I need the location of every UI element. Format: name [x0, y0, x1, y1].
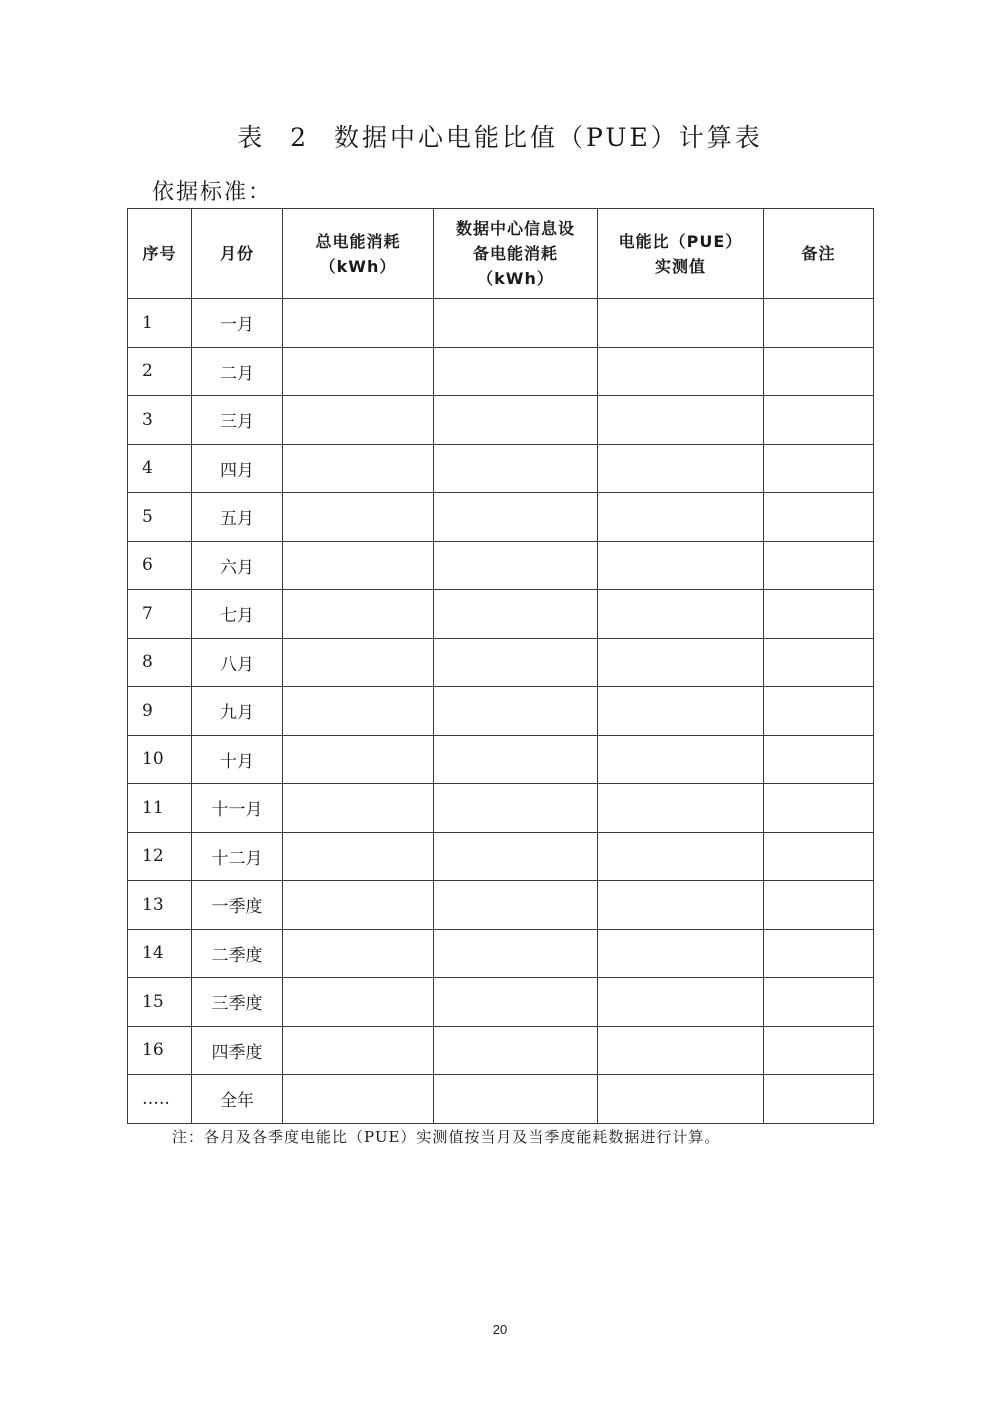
pue-value-cell[interactable]: [598, 299, 764, 348]
remarks-cell[interactable]: [764, 929, 874, 978]
period-cell: 十月: [192, 735, 283, 784]
period-cell: 五月: [192, 493, 283, 542]
it-energy-cell[interactable]: [434, 929, 598, 978]
remarks-cell[interactable]: [764, 638, 874, 687]
remarks-cell[interactable]: [764, 299, 874, 348]
header-month-line: 月份: [219, 244, 254, 263]
remarks-cell[interactable]: [764, 978, 874, 1027]
pue-value-cell[interactable]: [598, 784, 764, 833]
table-row: [128, 541, 874, 590]
it-energy-cell[interactable]: [434, 1075, 598, 1124]
remarks-cell[interactable]: [764, 347, 874, 396]
pue-value-cell[interactable]: [598, 735, 764, 784]
total-energy-cell[interactable]: [283, 929, 434, 978]
it-energy-cell[interactable]: [434, 444, 598, 493]
footnote: 注：各月及各季度电能比（PUE）实测值按当月及当季度能耗数据进行计算。: [172, 1128, 721, 1146]
pue-value-cell[interactable]: [598, 929, 764, 978]
pue-value-cell[interactable]: [598, 687, 764, 736]
it-energy-cell[interactable]: [434, 784, 598, 833]
it-energy-cell[interactable]: [434, 396, 598, 445]
it-energy-cell[interactable]: [434, 347, 598, 396]
header-remarks-line: 备注: [801, 244, 836, 263]
table-row: [128, 978, 874, 1027]
remarks-cell[interactable]: [764, 541, 874, 590]
table-row: [128, 687, 874, 736]
seq-cell: 8: [128, 638, 192, 687]
header-total-energy-line-1: 总电能消耗: [315, 231, 401, 251]
header-it-energy-line-2: 备电能消耗: [472, 244, 558, 263]
it-energy-cell[interactable]: [434, 541, 598, 590]
basis-standard-label: 依据标准：: [152, 180, 273, 205]
remarks-cell[interactable]: [764, 832, 874, 881]
table-row: [128, 299, 874, 348]
header-pue-value-line-1: 电能比（PUE）: [618, 231, 743, 251]
table-row: [128, 590, 874, 639]
remarks-cell[interactable]: [764, 1026, 874, 1075]
pue-value-cell[interactable]: [598, 493, 764, 542]
table-row: [128, 396, 874, 445]
header-it-energy-line-1: 数据中心信息设: [455, 219, 575, 238]
seq-cell: 14: [128, 929, 192, 978]
seq-cell: 15: [128, 978, 192, 1027]
total-energy-cell[interactable]: [283, 735, 434, 784]
table-row: [128, 444, 874, 493]
pue-value-cell[interactable]: [598, 978, 764, 1027]
period-cell: 四月: [192, 444, 283, 493]
period-cell: 三季度: [192, 978, 283, 1027]
table-row: [128, 735, 874, 784]
seq-cell: 16: [128, 1026, 192, 1075]
table-row: [128, 493, 874, 542]
table-row: [128, 1026, 874, 1075]
seq-cell: 4: [128, 444, 192, 493]
pue-value-cell[interactable]: [598, 881, 764, 930]
pue-value-cell[interactable]: [598, 444, 764, 493]
table-row: [128, 638, 874, 687]
remarks-cell[interactable]: [764, 687, 874, 736]
header-remarks: [764, 209, 874, 299]
page-number: 20: [492, 1322, 508, 1337]
header-total-energy: [283, 209, 434, 299]
total-energy-cell[interactable]: [283, 1075, 434, 1124]
it-energy-cell[interactable]: [434, 832, 598, 881]
period-cell: 十一月: [192, 784, 283, 833]
seq-cell: 2: [128, 347, 192, 396]
table-row: [128, 1075, 874, 1124]
period-cell: 全年: [192, 1075, 283, 1124]
remarks-cell[interactable]: [764, 784, 874, 833]
pue-value-cell[interactable]: [598, 590, 764, 639]
period-cell: 七月: [192, 590, 283, 639]
period-cell: 六月: [192, 541, 283, 590]
table-row: [128, 347, 874, 396]
pue-value-cell[interactable]: [598, 396, 764, 445]
remarks-cell[interactable]: [764, 396, 874, 445]
period-cell: 二月: [192, 347, 283, 396]
header-pue-value: [598, 209, 764, 299]
table-row: [128, 832, 874, 881]
table-row: [128, 784, 874, 833]
seq-cell: 10: [128, 735, 192, 784]
total-energy-cell[interactable]: [283, 493, 434, 542]
header-it-energy-line-3: （kWh）: [477, 269, 554, 288]
seq-cell: 5: [128, 493, 192, 542]
header-pue-value-line-2: 实测值: [654, 256, 706, 276]
seq-cell: 7: [128, 590, 192, 639]
period-cell: 八月: [192, 638, 283, 687]
table-title: 表 2 数据中心电能比值（PUE）计算表: [237, 123, 763, 152]
header-seq-line: 序号: [142, 244, 177, 263]
seq-cell: 3: [128, 396, 192, 445]
seq-cell: 1: [128, 299, 192, 348]
period-cell: 二季度: [192, 929, 283, 978]
remarks-cell[interactable]: [764, 1075, 874, 1124]
seq-cell: 11: [128, 784, 192, 833]
total-energy-cell[interactable]: [283, 881, 434, 930]
table-row: [128, 881, 874, 930]
seq-cell: 6: [128, 541, 192, 590]
it-energy-cell[interactable]: [434, 881, 598, 930]
it-energy-cell[interactable]: [434, 299, 598, 348]
seq-cell: 12: [128, 832, 192, 881]
seq-cell: 13: [128, 881, 192, 930]
pue-value-cell[interactable]: [598, 638, 764, 687]
total-energy-cell[interactable]: [283, 444, 434, 493]
seq-cell: 9: [128, 687, 192, 736]
pue-value-cell[interactable]: [598, 347, 764, 396]
total-energy-cell[interactable]: [283, 638, 434, 687]
header-total-energy-line-2: （kWh）: [319, 256, 397, 276]
pue-value-cell[interactable]: [598, 1026, 764, 1075]
it-energy-cell[interactable]: [434, 1026, 598, 1075]
header-seq: [128, 209, 192, 299]
total-energy-cell[interactable]: [283, 784, 434, 833]
pue-value-cell[interactable]: [598, 832, 764, 881]
remarks-cell[interactable]: [764, 493, 874, 542]
total-energy-cell[interactable]: [283, 541, 434, 590]
period-cell: 一月: [192, 299, 283, 348]
remarks-cell[interactable]: [764, 735, 874, 784]
header-month: [192, 209, 283, 299]
period-cell: 四季度: [192, 1026, 283, 1075]
total-energy-cell[interactable]: [283, 832, 434, 881]
pue-value-cell[interactable]: [598, 541, 764, 590]
it-energy-cell[interactable]: [434, 590, 598, 639]
remarks-cell[interactable]: [764, 444, 874, 493]
period-cell: 三月: [192, 396, 283, 445]
seq-cell: …..: [128, 1075, 192, 1124]
total-energy-cell[interactable]: [283, 1026, 434, 1075]
pue-calculation-table: [127, 208, 874, 1124]
table-header-row: [128, 209, 874, 299]
it-energy-cell[interactable]: [434, 978, 598, 1027]
remarks-cell[interactable]: [764, 590, 874, 639]
total-energy-cell[interactable]: [283, 590, 434, 639]
period-cell: 九月: [192, 687, 283, 736]
it-energy-cell[interactable]: [434, 638, 598, 687]
table-body: [128, 299, 874, 1124]
remarks-cell[interactable]: [764, 881, 874, 930]
total-energy-cell[interactable]: [283, 396, 434, 445]
it-energy-cell[interactable]: [434, 493, 598, 542]
total-energy-cell[interactable]: [283, 299, 434, 348]
period-cell: 十二月: [192, 832, 283, 881]
period-cell: 一季度: [192, 881, 283, 930]
pue-value-cell[interactable]: [598, 1075, 764, 1124]
it-energy-cell[interactable]: [434, 735, 598, 784]
total-energy-cell[interactable]: [283, 978, 434, 1027]
it-energy-cell[interactable]: [434, 687, 598, 736]
header-it-energy: [434, 209, 598, 299]
table-row: [128, 929, 874, 978]
total-energy-cell[interactable]: [283, 347, 434, 396]
total-energy-cell[interactable]: [283, 687, 434, 736]
